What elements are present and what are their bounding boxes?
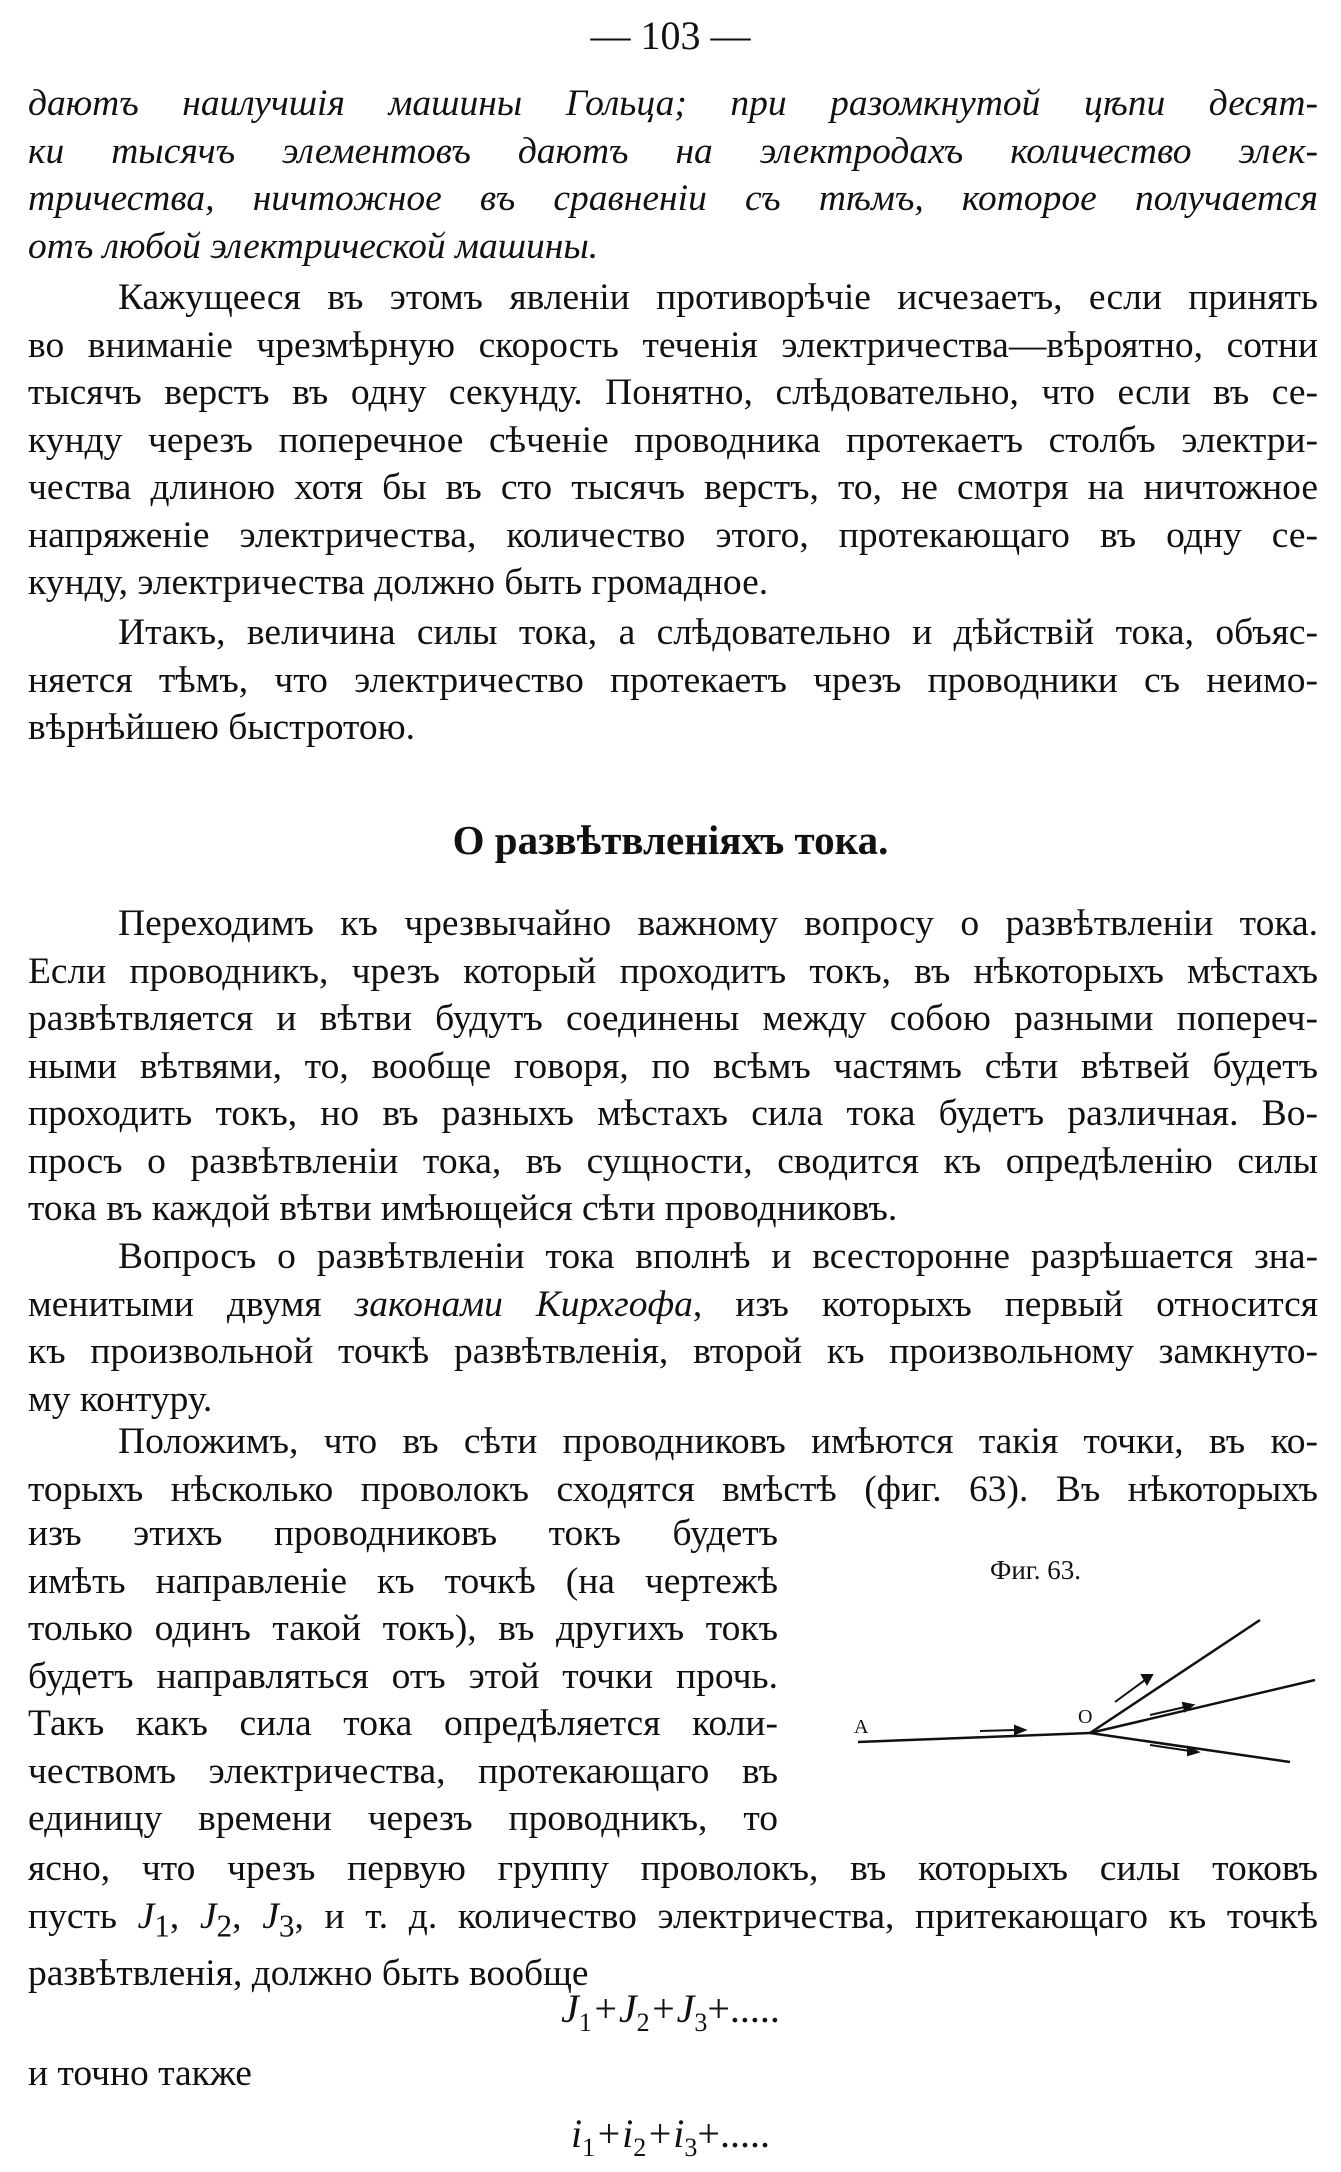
subscript: 2 (636, 2008, 650, 2037)
paragraph-branching-intro (28, 900, 1318, 1233)
text-fragment: , и т. д. количество электричества, притекающаго къ точкѣ (294, 1895, 1318, 1937)
paragraph-junction-points (28, 1418, 1318, 1513)
formula-symbol: i (673, 2111, 685, 2156)
symbol-j: J (262, 1895, 279, 1937)
figure-label-o: O (1078, 1706, 1093, 1728)
text-fragment: , изъ которыхъ первый относится (692, 1283, 1318, 1325)
text-line: торыхъ нѣсколько проволокъ сходятся вмѣстѣ (фиг. 63). Въ нѣкоторыхъ (28, 1468, 1318, 1510)
text-line: пусть $J_1$, $J_2$, $J_3$, и т. д. количество электричества, притекающаго къ точкѣ (28, 1895, 1318, 1943)
formula-symbol: i (622, 2111, 634, 2156)
symbol-j: J (137, 1895, 155, 1937)
text-line: ными вѣтвями, то, вообще говоря, по всѣмъ частямъ сѣти вѣтвей будетъ (28, 1045, 1318, 1087)
figure-63-diagram (850, 1590, 1320, 1765)
text-line: Вопросъ о развѣтвленіи тока вполнѣ и всесторонне разрѣшается зна- (118, 1236, 1318, 1277)
paragraph-italic-continuation (28, 80, 1318, 270)
formula-symbol: i (571, 2111, 583, 2156)
text-line: тричества, ничтожное въ сравненіи съ тѣмъ, которое получается (28, 178, 1318, 219)
subscript: 2 (633, 2133, 647, 2162)
text-line: только одинъ такой токъ), въ другихъ токъ (28, 1608, 778, 1649)
text-line: изъ этихъ проводниковъ токъ будетъ (28, 1513, 778, 1554)
subscript: 1 (582, 2133, 596, 2162)
figure-label-a: A (854, 1716, 869, 1738)
figure-caption: Фиг. 63. (990, 1555, 1082, 1585)
text-and-also: и точно также (28, 2053, 252, 2094)
plus-sign: + (646, 2111, 674, 2156)
text-line (28, 1281, 1318, 1329)
text-line: няется тѣмъ, что электричество протекаетъ чрезъ проводники съ неимо- (28, 659, 1318, 701)
text-line: кунду черезъ поперечное сѣченіе проводника протекаетъ столбъ электри- (28, 419, 1318, 461)
text-line: отъ любой электрической машины. (28, 225, 599, 267)
text-line: просъ о развѣтвленіи тока, въ сущности, сводится къ опредѣленію силы (28, 1140, 1318, 1182)
formula-symbol: J (561, 1986, 579, 2031)
text-line: ки тысячъ элементовъ даютъ на электродахъ количество элек- (28, 130, 1318, 172)
formula-incoming-currents (0, 1985, 1341, 2047)
plus-sign: + (595, 2111, 623, 2156)
paragraph-current-sum (28, 1845, 1318, 1997)
text-line: Положимъ, что въ сѣти проводниковъ имѣются такія точки, въ ко- (118, 1421, 1318, 1462)
text-line: тысячъ верстъ въ одну секунду. Понятно, слѣдовательно, что если въ се- (28, 372, 1318, 413)
text-line: вѣрнѣйшею быстротою. (28, 707, 416, 748)
symbol-j: J (199, 1895, 217, 1937)
outgoing-wire-middle (1090, 1680, 1315, 1733)
text-line: напряженіе электричества, количество этого, протекающаго въ одну се- (28, 514, 1318, 556)
text-line: Если проводникъ, чрезъ который проходитъ токъ, въ нѣкоторыхъ мѣстахъ (28, 950, 1318, 992)
subscript: 3 (694, 2008, 708, 2037)
outgoing-wire-upper (1090, 1620, 1260, 1733)
text-line: чества длиною хотя бы въ сто тысячъ верстъ, то, не смотря на ничтожное (28, 467, 1318, 508)
text-line: къ произвольной точкѣ развѣтвленія, второй къ произвольному замкнуто- (28, 1331, 1318, 1372)
text-line: Итакъ, величина силы тока, а слѣдовательно и дѣйствій тока, объяс- (118, 612, 1318, 653)
arrow-incoming (980, 1730, 1015, 1731)
subscript: 1 (154, 1908, 170, 1943)
paragraph-beside-figure (28, 1510, 778, 1843)
text-line: Такъ какъ сила тока опредѣляется коли- (28, 1703, 778, 1744)
text-line: Переходимъ къ чрезвычайно важному вопросу о развѣтвленіи тока. (118, 903, 1318, 944)
paragraph-kirchhoff (28, 1233, 1318, 1423)
text-line: проходить токъ, но въ разныхъ мѣстахъ сила тока будетъ различная. Во- (28, 1093, 1318, 1134)
kirchhoff-laws-emphasis: законами Кирхгофа (354, 1283, 693, 1325)
text-line: развѣтвленія, должно быть вообще (28, 1952, 589, 1994)
arrowhead-upper (1142, 1675, 1152, 1684)
arrowhead-incoming (1015, 1726, 1025, 1734)
paragraph-contradiction (28, 274, 1318, 607)
section-heading: О развѣтвленіяхъ тока. (452, 817, 889, 863)
subscript: 1 (578, 2008, 592, 2037)
subscript: 3 (684, 2133, 698, 2162)
page-number: — 103 — (590, 13, 751, 58)
formula-tail: +..... (707, 1986, 780, 2031)
text-fragment: менитыми двумя (28, 1283, 355, 1325)
formula-symbol: J (676, 1986, 695, 2031)
plus-sign: + (649, 1986, 677, 2031)
formula-outgoing-currents (0, 2110, 1341, 2172)
paragraph-conclusion (28, 609, 1318, 752)
text-line: даютъ наилучшія машины Гольца; при разомкнутой цѣпи десят- (28, 83, 1318, 124)
text-line: во вниманіе чрезмѣрную скорость теченія электричества—вѣроятно, сотни (28, 324, 1318, 366)
formula-tail: +..... (697, 2111, 770, 2156)
text-line: Кажущееся въ этомъ явленіи противорѣчіе исчезаетъ, если принять (118, 277, 1318, 318)
text-fragment: пусть (28, 1895, 138, 1937)
formula-symbol: J (618, 1986, 637, 2031)
text-line: кунду, электричества должно быть громадное. (28, 562, 769, 603)
text-line: будетъ направляться отъ этой точки прочь. (28, 1655, 778, 1697)
incoming-wire (858, 1733, 1090, 1742)
subscript: 2 (216, 1908, 233, 1943)
text-line: имѣть направленіе къ точкѣ (на чертежѣ (28, 1560, 778, 1602)
subscript: 3 (278, 1908, 295, 1943)
plus-sign: + (591, 1986, 619, 2031)
text-line: развѣтвляется и вѣтви будутъ соединены между собою разными попереч- (28, 998, 1318, 1039)
text-line: му контуру. (28, 1378, 213, 1420)
text-line: ясно, что чрезъ первую группу проволокъ, въ которыхъ силы токовъ (28, 1848, 1318, 1889)
text-line: чествомъ электричества, протекающаго въ (28, 1750, 778, 1792)
text-line: единицу времени черезъ проводникъ, то (28, 1798, 778, 1839)
text-line: тока въ каждой вѣтви имѣющейся сѣти проводниковъ. (28, 1188, 898, 1229)
